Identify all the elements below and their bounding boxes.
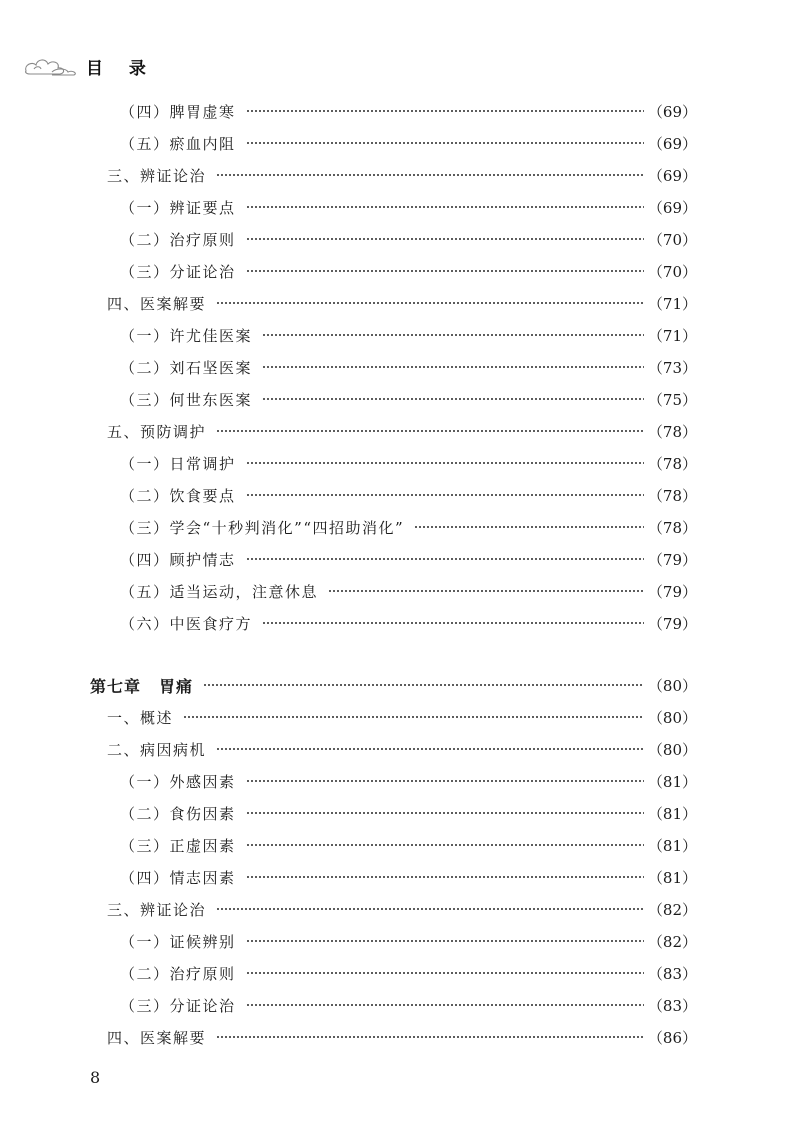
toc-entry-title: 三、辨证论治: [107, 900, 207, 919]
toc-page-number: （71）: [647, 294, 697, 313]
toc-page-number: （69）: [647, 198, 697, 217]
toc-entry[interactable]: [0, 223, 800, 255]
toc-page-number: （79）: [647, 582, 697, 601]
chapter-title: 胃痛: [159, 676, 194, 696]
toc-entry-title: （五）瘀血内阻: [120, 134, 236, 153]
toc-entry[interactable]: [0, 287, 800, 319]
toc-entry-title: 二、病因病机: [107, 740, 207, 759]
toc-entry-title: （五）适当运动，注意休息: [120, 582, 319, 601]
toc-entry-title: 四、医案解要: [107, 1028, 207, 1047]
dot-leader: [262, 360, 644, 374]
dot-leader: [246, 488, 644, 502]
toc-entry[interactable]: [0, 543, 800, 575]
toc-entry-title: （一）日常调护: [120, 454, 236, 473]
toc-chapter-entry[interactable]: [0, 669, 800, 701]
toc-entry[interactable]: [0, 319, 800, 351]
page-header-title: 目 录: [86, 58, 156, 79]
dot-leader: [246, 456, 644, 470]
dot-leader: [203, 678, 644, 692]
toc-entry[interactable]: [0, 575, 800, 607]
toc-page-number: （78）: [647, 486, 697, 505]
dot-leader: [216, 1030, 644, 1044]
toc-page-number: （80）: [647, 740, 697, 759]
dot-leader: [246, 552, 644, 566]
running-header: [22, 50, 156, 82]
toc-entry-title: （二）刘石坚医案: [120, 358, 253, 377]
toc-entry[interactable]: [0, 989, 800, 1021]
dot-leader: [246, 232, 644, 246]
toc-page-number: （78）: [647, 518, 697, 537]
dot-leader: [216, 742, 644, 756]
dot-leader: [328, 584, 644, 598]
toc-page-number: （78）: [647, 454, 697, 473]
toc-entry[interactable]: [0, 415, 800, 447]
dot-leader: [246, 966, 644, 980]
toc-entry[interactable]: [0, 861, 800, 893]
toc-page-number: （83）: [647, 964, 697, 983]
toc-page-number: （80）: [647, 676, 697, 695]
toc-page-number: （75）: [647, 390, 697, 409]
toc-page-number: （82）: [647, 932, 697, 951]
toc-entry-title: （三）分证论治: [120, 262, 236, 281]
dot-leader: [216, 296, 644, 310]
toc-entry[interactable]: [0, 191, 800, 223]
toc-entry-title: （六）中医食疗方: [120, 614, 253, 633]
toc-page-number: （70）: [647, 230, 697, 249]
toc-entry-title: [90, 674, 193, 697]
toc-entry-title: （二）饮食要点: [120, 486, 236, 505]
toc-entry[interactable]: [0, 1021, 800, 1053]
dot-leader: [246, 806, 644, 820]
toc-entry[interactable]: [0, 765, 800, 797]
page-number: 8: [90, 1068, 101, 1087]
dot-leader: [246, 870, 644, 884]
toc-page-number: （81）: [647, 804, 697, 823]
toc-entry-title: （一）许尤佳医案: [120, 326, 253, 345]
dot-leader: [246, 838, 644, 852]
toc-page-number: （81）: [647, 836, 697, 855]
toc-page-number: （69）: [647, 166, 697, 185]
toc-entry-title: （三）分证论治: [120, 996, 236, 1015]
toc-page-number: （81）: [647, 772, 697, 791]
dot-leader: [246, 104, 644, 118]
dot-leader: [246, 774, 644, 788]
toc-entry[interactable]: [0, 829, 800, 861]
dot-leader: [262, 392, 644, 406]
dot-leader: [246, 136, 644, 150]
toc-entry-title: 五、预防调护: [107, 422, 207, 441]
toc-entry-title: （二）治疗原则: [120, 230, 236, 249]
dot-leader: [246, 998, 644, 1012]
toc-page-number: （73）: [647, 358, 697, 377]
toc-entry[interactable]: [0, 511, 800, 543]
toc-entry[interactable]: [0, 925, 800, 957]
toc-entry[interactable]: [0, 255, 800, 287]
toc-entry[interactable]: [0, 383, 800, 415]
toc-entry[interactable]: [0, 797, 800, 829]
toc-page-number: （79）: [647, 614, 697, 633]
dot-leader: [216, 168, 644, 182]
toc-page-number: （86）: [647, 1028, 697, 1047]
toc-page-number: （82）: [647, 900, 697, 919]
toc-entry-title: （一）外感因素: [120, 772, 236, 791]
toc-entry[interactable]: [0, 957, 800, 989]
toc-entry-title: （一）辨证要点: [120, 198, 236, 217]
toc-entry-title: （二）食伤因素: [120, 804, 236, 823]
toc-entry[interactable]: [0, 607, 800, 639]
toc-page-number: （80）: [647, 708, 697, 727]
toc-entry[interactable]: [0, 701, 800, 733]
toc-entry[interactable]: [0, 127, 800, 159]
toc-entry[interactable]: [0, 733, 800, 765]
toc-entry[interactable]: [0, 351, 800, 383]
toc-entry-title: （三）何世东医案: [120, 390, 253, 409]
toc-entry[interactable]: [0, 447, 800, 479]
toc-entry-title: （二）治疗原则: [120, 964, 236, 983]
dot-leader: [216, 424, 644, 438]
toc-entry[interactable]: [0, 159, 800, 191]
toc-page-number: （78）: [647, 422, 697, 441]
toc-page-number: （70）: [647, 262, 697, 281]
chapter-number: 第七章: [90, 676, 142, 696]
toc-page-number: （83）: [647, 996, 697, 1015]
dot-leader: [216, 902, 644, 916]
toc-entry[interactable]: [0, 893, 800, 925]
toc-page-number: （71）: [647, 326, 697, 345]
toc-page-number: （69）: [647, 134, 697, 153]
cloud-icon: [22, 53, 80, 79]
dot-leader: [414, 520, 644, 534]
dot-leader: [246, 264, 644, 278]
toc-entry-title: （三）学会“十秒判消化”“四招助消化”: [120, 518, 405, 537]
toc-entry-title: （三）正虚因素: [120, 836, 236, 855]
dot-leader: [262, 328, 644, 342]
dot-leader: [246, 934, 644, 948]
toc-entry-title: 三、辨证论治: [107, 166, 207, 185]
toc-entry[interactable]: [0, 95, 800, 127]
toc-entry-title: 四、医案解要: [107, 294, 207, 313]
toc-entry-title: （一）证候辨别: [120, 932, 236, 951]
toc-entry[interactable]: [0, 479, 800, 511]
dot-leader: [183, 710, 644, 724]
dot-leader: [246, 200, 644, 214]
toc-page-number: （81）: [647, 868, 697, 887]
dot-leader: [262, 616, 644, 630]
toc-page-number: （69）: [647, 102, 697, 121]
toc-page-number: （79）: [647, 550, 697, 569]
toc-entry-title: 一、概述: [107, 708, 174, 727]
toc-entry-title: （四）脾胃虚寒: [120, 102, 236, 121]
toc-entry-title: （四）情志因素: [120, 868, 236, 887]
toc-entry-title: （四）顾护情志: [120, 550, 236, 569]
